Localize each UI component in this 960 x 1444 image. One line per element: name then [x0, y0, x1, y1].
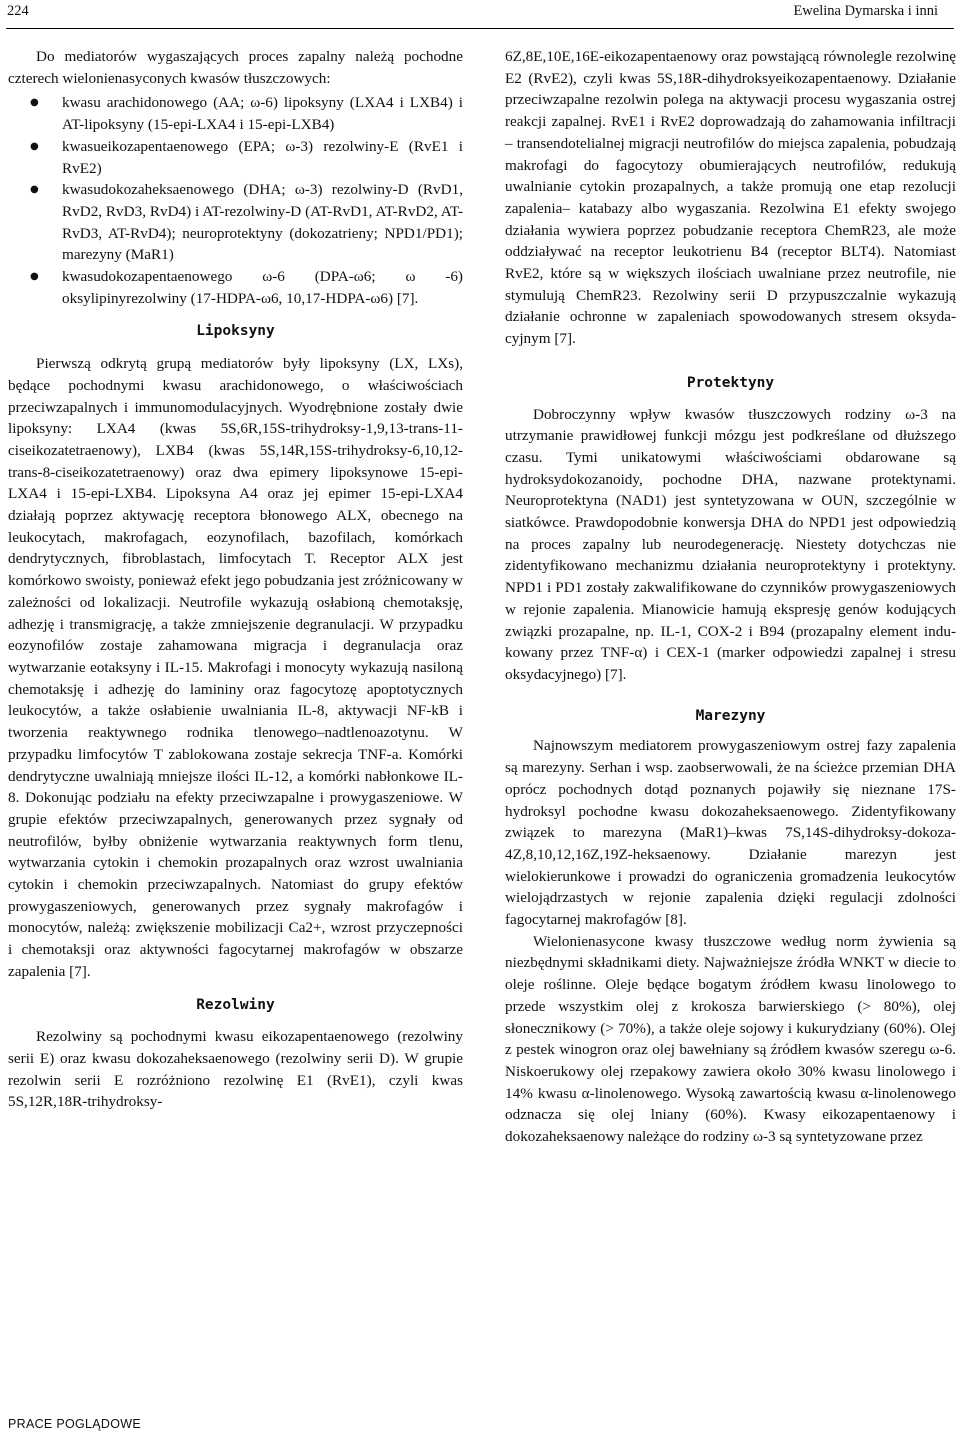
rezolwiny-paragraph: Rezolwiny są pochodnymi kwasu eikozapentaenowego (rezolwiny serii E) oraz kwasu dokozaheksaenowego (rezolwiny serii D). W grupie rezolwin serii E rozróżniono rezolwinę E1 (RvE1), czyli kwas 5S,12R,18R-trihydroksy-: [8, 1028, 463, 1111]
right-column: [505, 46, 956, 1148]
list-item: ● kwasu arachidonowego (AA; ω-6) lipoksyny (LXA4 i LXB4) i AT-lipoksyny (15-epi-LXA4 i 15-epi-LXB4): [62, 92, 463, 135]
lipoksyny-paragraph: Pierwszą odkrytą grupą mediatorów były lipoksyny (LX, LXs), będące pochodnymi kwasu arachidonowego, o właściwościach przeciwzapalnych i immunomodulacyjnych. Wyodrębnione zostały dwie lipoksyny: LXA4 (kwas 5S,6R,15S-trihydroksy-1,9,13-trans-11-ciseikozatetraenowy), LXB4 (kwas 5S,14R,15S-trihydroksy-6,10,12-trans-8-ciseikozatetraenowy) oraz dwa epimery lipoksynowe 15-epi-LXA4 i 15-epi-LXB4. Lipoksyna A4 oraz jej epimer 15-epi-LXA4 działają poprzez aktywację receptora błonowego ALX, obecnego na leukocytach, makrofagach, eozynofilach, bazofilach, komórkach dendrytycznych, fibroblastach, limfocytach T. Receptor ALX jest komórkowo swoisty, ponieważ efekt jego pobudzania jest zróżnicowany w zależności od lokalizacji. Neutrofile wykazują osłabioną chemotaksję, adhezję i transmigrację, a także zmniejszenie degranulacji. W przypadku eozynofilów zostaje zahamowana migracja i degranulacja oraz wytwarzanie eotaksyny i IL-15. Makrofagi i monocyty wykazują nasiloną chemotaksję i adhezję do lamininy oraz fagocytozę apoptotycznych leukocytów, a także osłabienie uwalniania IL-8, aktywacji NF-kB i tworzenia reaktywnego rodnika tlenowego–nadtlenoazotynu. W przypadku limfocytów T zablokowana zostaje sekrecja TNF-a. Komórki dendrytyczne uwalniają mniejsze ilości IL-12, a komórki nabłonkowe IL-8. Dokonując podziału na efekty przeciwzapalne i prowygaszeniowe. W grupie efektów przeciwzapalnych, generowanych przez sygnały od neutrofilów, byłby obniżenie wytwarzania reaktywnych form tlenu, wytwarzania cytokin i chemokin prozapalnych oraz wzrost uwalniania cytokin i chemokin przeciwzapalnych. Natomiast do grupy efektów prowygaszeniowych, generowanych przez sygnały makrofagów i monocytów, należą: zwiększenie mobilizacji Ca2+, wzrost przyczepności i chemotaksji oraz aktywności fagocytarnej makrofagów w obszarze zapalenia [7].: [8, 355, 463, 980]
page-number: 224: [7, 3, 29, 19]
intro-paragraph: Do mediatorów wygaszających proces zapalny należą pochodne czterech wielonienasyconych kwasów tłuszczowych:: [8, 48, 463, 87]
page-header: [0, 0, 960, 30]
header-divider: [6, 28, 954, 29]
section-heading-protektyny: Protektyny: [686, 374, 775, 391]
left-column: [8, 46, 463, 1113]
diet-paragraph: Wielonienasycone kwasy tłuszczowe według norm żywienia są niezbędnymi składnikami diety. Najważniejsze źródła WNKT w diecie to oleje roślinne. Oleje będące bogatym źródłem kwasu linolowego to przede wszystkim olej z krokosza barwierskiego (> 80%), olej słonecznikowy (> 70%), a także oleje sojowy i kukurydziany (60%). Olej z pestek winogron oraz olej bawełniany są źródłem kwasów szeregu ω-6. Niskoerukowy olej rzepakowy zawiera około 30% kwasu linolowego i 14% kwasu α-linolenowego. Wysoką zawartością kwasu α-linolenowego odznacza się olej lniany (60%). Kwasy eikozapentaenowy i dokozaheksaenowy należące do rodziny ω-3 są syntetyzowane przez: [505, 932, 956, 1146]
section-heading-lipoksyny: Lipoksyny: [196, 323, 275, 340]
protektyny-paragraph: Dobroczynny wpływ kwasów tłuszczowych rodziny ω-3 na utrzymanie prawidłowej funkcji mózgu jest podkreślane od dłuższego czasu. Tymi unikatowymi właściwościami obdarowane są hydroksydokozanoidy, pochodne DHA, nazwane protektynami. Neuroprotektyna (NAD1) jest syntetyzowana w OUN, szczególnie w siatkówce. Prawdopodobnie konwersja DHA do NPD1 jest odpowiedzią na proces zapalny lub neurodegenerację. Niestety dotychczas nie zidentyfikowano mechanizmu działania neuroprotektyny i protektyny. NPD1 i PD1 zostały zakwalifikowane do czynników prowygaszeniowych w rejonie zapalenia. Mianowicie hamują ekspresję genów kodujących związki prozapalne, np. IL-1, COX-2 i B94 (prozapalny element indukowany przez TNF-α) i CEX-1 (marker odpowiedzi zapalnej i stresu oksydacyjnego) [7].: [505, 405, 956, 683]
list-item: ● kwasudokozaheksaenowego (DHA; ω-3) rezolwiny-D (RvD1, RvD2, RvD3, RvD4) i AT-rezolwiny-D (AT-RvD1, AT-RvD2, AT-RvD3, AT-RvD4); neuroprotektyny (dokozatrieny; NPD1/PD1); marezyny (MaR1): [62, 179, 463, 266]
rezolwiny-paragraph-continued: 6Z,8E,10E,16E-eikozapentaenowy oraz powstającą równolegle rezolwinę E2 (RvE2), czyli kwas 5S,18R-dihydroksyeikozapentaenowy. Działanie przeciwzapalne rezolwin polega na aktywacji procesu wygaszania ostrej reakcji zapalnej. RvE1 i RvE2 doprowadzają do zahamowania infiltracji – transendotelialnej migracji neutrofilów do miejsca zapalenia, pobudzają makrofagi do fagocytozy obumierających neutrofilów, redukują uwalnianie cytokin prozapalnych, a także promują one etap rezolucji zapalenia– katabazy albo wygaszania. Rezolwina E1 efekty swojego działania wywiera poprzez pobudzanie receptora ChemR23, ale może oddziaływać na receptor leukotrienu B4 (receptor BLT4). Natomiast RvE2, które są w większych ilościach uwalniane przez neutrofile, nie stymulują ChemR23. Rezolwiny serii D przypuszczalnie wykazują działanie ochronne w zapaleniach spowodowanych stresem oksydacyjnym [7].: [505, 48, 956, 348]
list-item: ● kwasudokozapentaenowego ω-6 (DPA-ω6; ω -6) oksylipinyrezolwiny (17-HDPA-ω6, 10,17-HDPA-ω6) [7].: [62, 266, 463, 309]
footer-section-label: PRACE POGLĄDOWE: [8, 1417, 141, 1431]
section-heading-rezolwiny: Rezolwiny: [196, 996, 275, 1013]
section-heading-marezyny: Marezyny: [695, 707, 766, 724]
list-item: ● kwasueikozapentaenowego (EPA; ω-3) rezolwiny-E (RvE1 i RvE2): [62, 136, 463, 179]
fatty-acid-list: [8, 92, 463, 309]
running-header-authors: Ewelina Dymarska i inni: [793, 3, 938, 19]
marezyny-paragraph: Najnowszym mediatorem prowygaszeniowym ostrej fazy zapalenia są marezyny. Serhan i wsp. zaobserwowali, że na ścieżce przemian DHA oprócz pochodnych dotąd poznanych pojawiły się nieznane 17S-hydroksyl pochodne kwasu dokozaheksaenowego. Zidentyfikowany związek to marezyna (MaR1)–kwas 7S,14S-dihydroksy-dokoza-4Z,8,10,12,16Z,19Z-heksaenowy. Działanie marezyn jest wielokierunkowe i prowadzi do ograniczenia gromadzenia leukocytów wielojądrzastych w rejonie zapalenia dzięki regulacji zdolności fagocytarnej makrofagów [8].: [505, 737, 956, 929]
